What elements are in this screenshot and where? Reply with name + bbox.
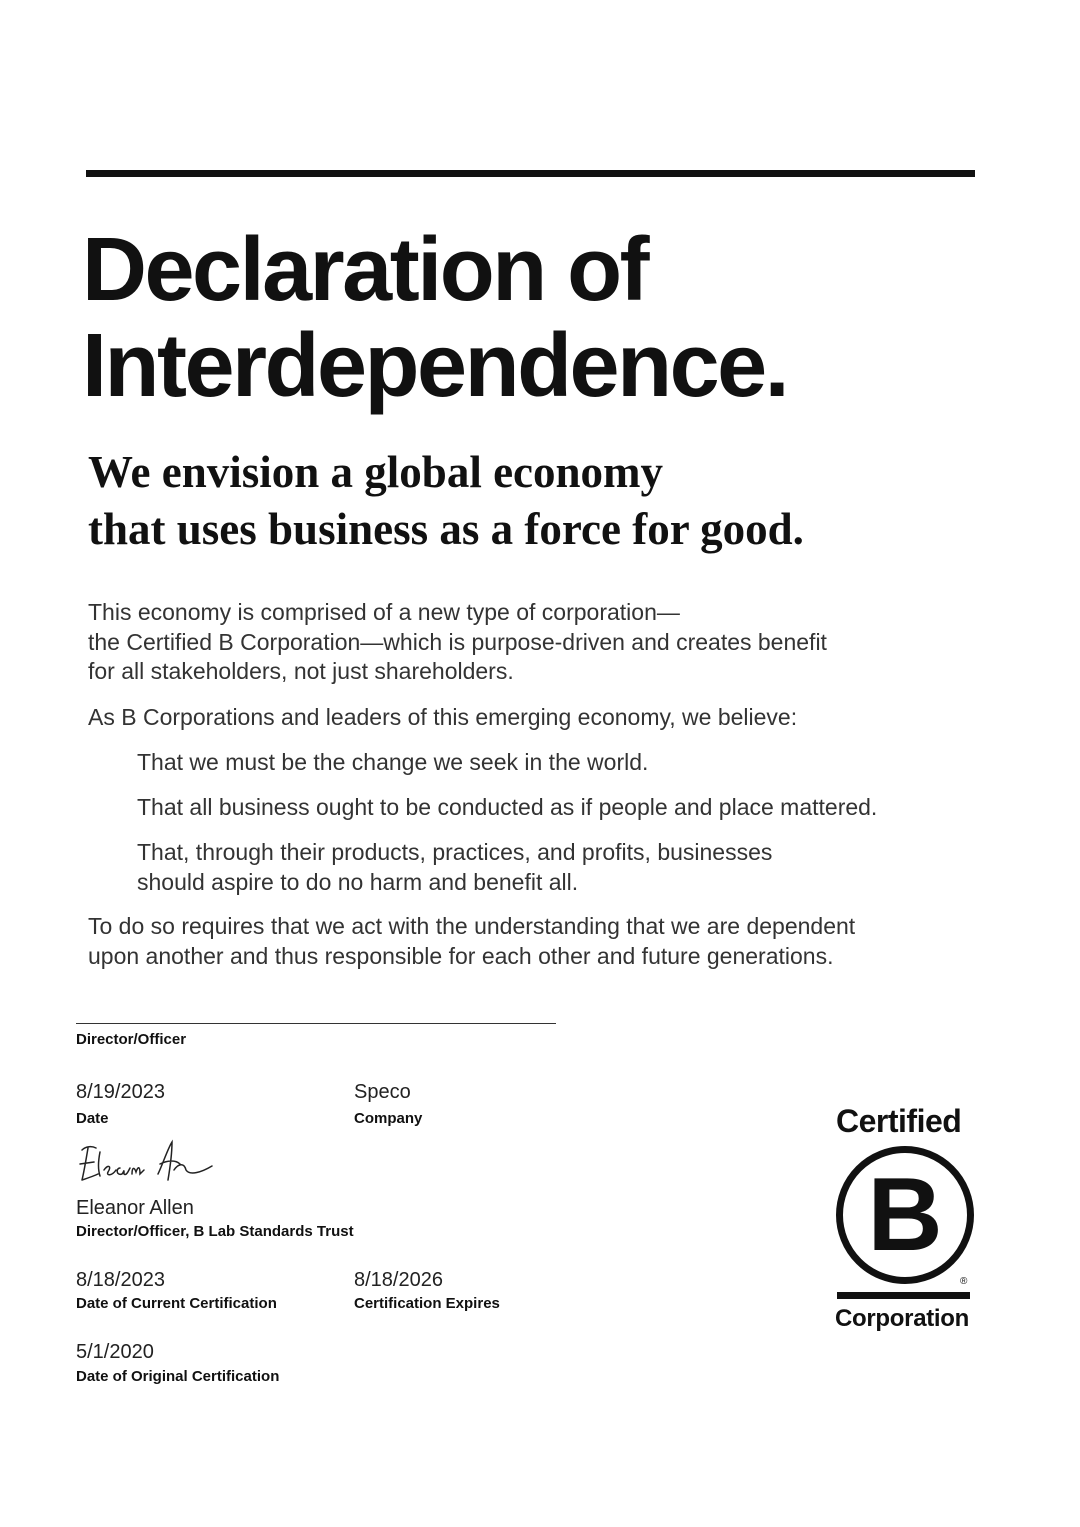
belief-3-line-1: That, through their products, practices, and profits, businesses	[137, 839, 773, 865]
signer-title: Director/Officer, B Lab Standards Trust	[76, 1223, 354, 1240]
belief-intro: As B Corporations and leaders of this emerging economy, we believe:	[88, 704, 798, 730]
director-officer-label: Director/Officer	[76, 1031, 187, 1048]
subtitle-line-2: that uses business as a force for good.	[88, 504, 804, 554]
logo-rule	[837, 1292, 970, 1299]
current-cert-label: Date of Current Certification	[76, 1295, 277, 1312]
closing-line-1: To do so requires that we act with the understanding that we are dependent	[88, 913, 856, 939]
title-line-1: Declaration of	[82, 220, 648, 320]
company-value: Speco	[354, 1081, 411, 1103]
signer-name: Eleanor Allen	[76, 1197, 194, 1219]
original-cert-label: Date of Original Certification	[76, 1368, 280, 1385]
expires-value: 8/18/2026	[354, 1269, 443, 1291]
original-cert-value: 5/1/2020	[76, 1341, 154, 1363]
belief-2: That all business ought to be conducted as if people and place mattered.	[137, 794, 878, 820]
handwritten-signature	[76, 1136, 221, 1188]
logo-corporation-text: Corporation	[835, 1305, 970, 1332]
belief-3	[137, 838, 772, 897]
closing-line-2: upon another and thus responsible for each other and future generations.	[88, 942, 834, 969]
signature-line	[76, 1023, 556, 1024]
logo-b-letter: B	[867, 1157, 943, 1273]
page-title	[82, 222, 787, 414]
intro-line-1: This economy is comprised of a new type of corporation—	[88, 599, 680, 625]
intro-line-3: for all stakeholders, not just shareholders.	[88, 658, 514, 684]
logo-certified-text: Certified	[836, 1103, 962, 1139]
closing-paragraph	[88, 912, 855, 971]
date-label: Date	[76, 1110, 109, 1127]
expires-label: Certification Expires	[354, 1295, 500, 1312]
current-cert-value: 8/18/2023	[76, 1269, 165, 1291]
belief-1: That we must be the change we seek in the world.	[137, 749, 649, 775]
intro-paragraph	[88, 598, 827, 687]
subtitle	[88, 444, 804, 558]
date-value: 8/19/2023	[76, 1081, 165, 1103]
title-line-2: Interdependence.	[82, 316, 788, 416]
subtitle-line-1: We envision a global economy	[88, 447, 664, 497]
company-label: Company	[354, 1110, 423, 1127]
intro-line-2: the Certified B Corporation—which is purpose-driven and creates benefit	[88, 628, 827, 655]
top-rule	[86, 170, 975, 177]
belief-3-line-2: should aspire to do no harm and benefit all.	[137, 868, 579, 895]
registered-mark: ®	[960, 1276, 968, 1287]
